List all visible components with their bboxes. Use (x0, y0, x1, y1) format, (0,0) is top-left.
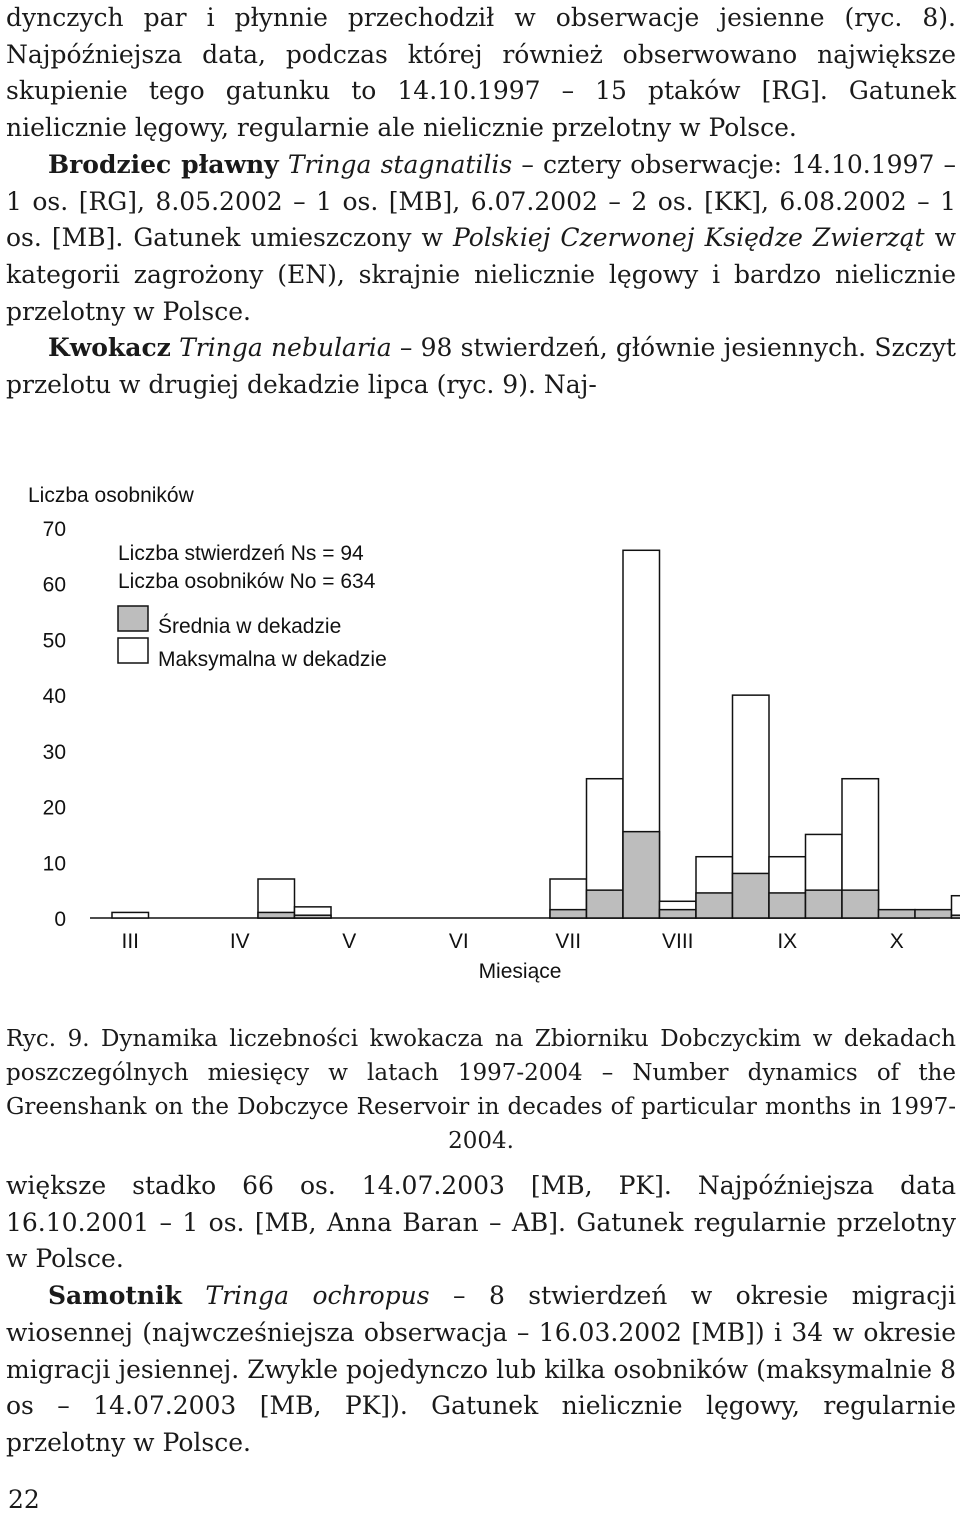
bar-mean (842, 890, 879, 918)
legend-label-mean: Średnia w dekadzie (158, 615, 342, 638)
bar-mean (733, 873, 770, 918)
annotation-observations: Liczba stwierdzeń Ns = 94 (118, 542, 364, 565)
x-tick-label: VII (555, 930, 582, 953)
legend-swatch-mean (118, 606, 148, 631)
x-tick-label: V (342, 930, 357, 953)
y-tick-label: 30 (42, 740, 66, 764)
bar-mean (806, 890, 843, 918)
x-tick-label: X (889, 930, 904, 953)
legend-label-max: Maksymalna w dekadzie (158, 648, 387, 671)
bar-mean (660, 910, 697, 918)
bars (112, 550, 960, 918)
red-book-title: Polskiej Czerwonej Księdze Zwierząt (453, 223, 925, 253)
bar-mean (587, 890, 624, 918)
bar-mean (258, 912, 295, 918)
bar-max (112, 912, 149, 918)
green-sandpiper-text: – 8 stwierdzeń w okresie migracji wiosennej (najwcześniejsza obserwacja – 16.03.2002 [MB]) i 34 w okresie migracji jesiennej. Zwykle pojedynczo lub kilka osobników (maksymalnie 8 os – 14.07.2003 [MB, PK]). Gatunek nielicznie lęgowy, regularnie przelotny w Polsce. (6, 1281, 956, 1457)
y-tick-label: 0 (54, 908, 66, 931)
bar-chart (0, 470, 960, 995)
paragraph-greenshank-tail: dynczych par i płynnie przechodził w obserwacje jesienne (ryc. 8). Najpóźniejsza data, podczas której również obserwowano największe skupienie tego gatunku to 14.10.1997 – 15 ptaków [RG]. Gatunek nielicznie lęgowy, regularnie ale nielicznie przelotny w Polsce. (6, 3, 956, 143)
species-name-greenshank: Kwokacz (48, 333, 171, 363)
latin-name-marsh-sandpiper: Tringa stagnatilis (287, 149, 513, 179)
x-tick-label: IV (229, 930, 250, 953)
x-tick-label: III (121, 930, 140, 953)
y-tick-label: 20 (42, 796, 66, 820)
legend-swatch-max (118, 638, 148, 663)
species-name-marsh-sandpiper: Brodziec pławny (48, 149, 279, 179)
x-axis-label: Miesiące (478, 960, 562, 983)
page-number: 22 (8, 1485, 40, 1514)
marsh-sandpiper-text-b: w kategorii zagrożony (EN), skrajnie nielicznie lęgowy i bardzo nielicznie przelotny w Polsce. (6, 223, 957, 326)
y-tick-labels (43, 518, 66, 931)
bar-mean (623, 832, 660, 918)
body-text-top (6, 0, 956, 404)
greenshank-text: – 98 stwierdzeń, głównie jesiennych. Szczyt przelotu w drugiej dekadzie lipca (ryc. 9). Naj- (6, 333, 956, 400)
x-tick-label: VI (448, 930, 469, 953)
bar-mean (879, 910, 916, 918)
annotation-individuals: Liczba osobników No = 634 (118, 570, 376, 593)
y-tick-label: 70 (42, 518, 66, 541)
figure-caption: Ryc. 9. Dynamika liczebności kwokacza na Zbiorniku Dobczyckim w dekadach poszczególnych miesięcy w latach 1997-2004 – Number dynamics of the Greenshank on the Dobczyce Reservoir in decades of particular months in 1997-2004. (6, 1026, 956, 1154)
latin-name-green-sandpiper: Tringa ochropus (205, 1281, 430, 1311)
marsh-sandpiper-text-a: – cztery obserwacje: 14.10.1997 – 1 os. [RG], 8.05.2002 – 1 os. [MB], 6.07.2002 – 2 os. [KK], 6.08.2002 – 1 os. [MB]. Gatunek umieszczony w (6, 149, 956, 253)
y-tick-label: 50 (42, 629, 66, 653)
bar-mean (550, 910, 587, 918)
bar-mean (769, 893, 806, 918)
x-tick-label: IX (777, 930, 798, 953)
body-text-bottom (6, 1168, 956, 1462)
y-axis-label: Liczba osobników (28, 484, 194, 507)
x-tick-label: VIII (661, 930, 694, 953)
latin-name-greenshank: Tringa nebularia (179, 333, 392, 363)
bar-mean (915, 910, 952, 918)
bar-mean (295, 915, 332, 918)
bar-mean (952, 915, 960, 918)
species-name-green-sandpiper: Samotnik (48, 1281, 182, 1311)
bar-mean (696, 893, 733, 918)
y-tick-label: 40 (42, 685, 66, 709)
figure-9-chart (0, 470, 960, 995)
y-tick-label: 10 (42, 852, 66, 876)
paragraph-greenshank-end: większe stadko 66 os. 14.07.2003 [MB, PK]. Najpóźniejsza data 16.10.2001 – 1 os. [MB, Anna Baran – AB]. Gatunek regularnie przelotny w Polsce. (6, 1171, 956, 1274)
y-tick-label: 60 (42, 573, 66, 597)
x-tick-labels (121, 930, 903, 953)
